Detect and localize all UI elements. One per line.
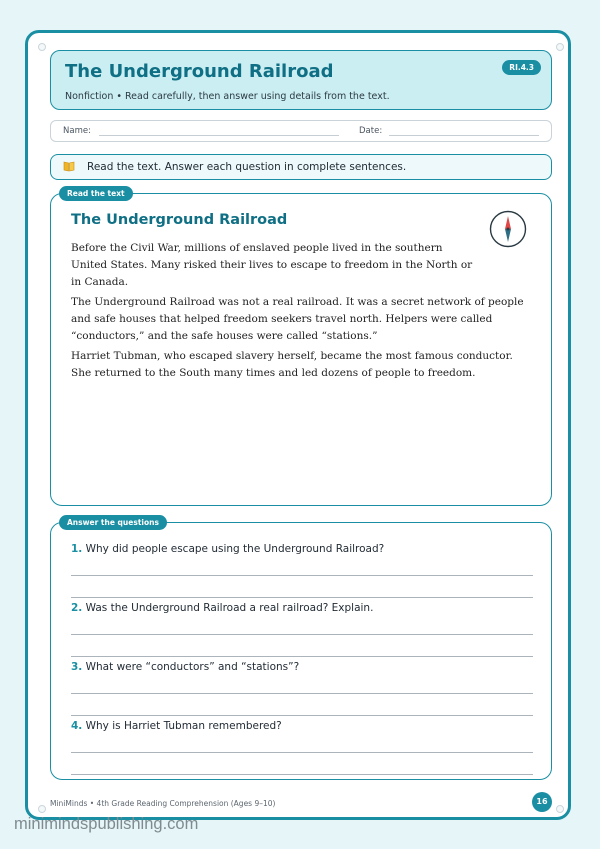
date-field[interactable] [389, 135, 539, 136]
section-tag: Answer the questions [59, 515, 167, 530]
passage-title: The Underground Railroad [71, 212, 288, 228]
answer-line[interactable] [71, 634, 533, 635]
worksheet-page [25, 30, 571, 820]
name-label: Name: [63, 126, 91, 136]
footer-text: MiniMinds • 4th Grade Reading Comprehension (Ages 9–10) [50, 799, 276, 808]
page-subtitle: Nonfiction • Read carefully, then answer using details from the text. [65, 91, 390, 102]
question-number: 1. [71, 543, 83, 555]
section-tag: Read the text [59, 186, 133, 201]
passage-paragraph: Harriet Tubman, who escaped slavery herself, became the most famous conductor. She returned to the South many times and led dozens of people to freedom. [71, 350, 513, 379]
question-number: 3. [71, 661, 83, 673]
question [71, 661, 299, 673]
question-number: 4. [71, 720, 83, 732]
corner-dot [38, 805, 46, 813]
instructions-text: Read the text. Answer each question in complete sentences. [87, 161, 407, 173]
corner-dot [38, 43, 46, 51]
compass-icon [489, 210, 527, 248]
question-text: Was the Underground Railroad a real railroad? Explain. [85, 602, 374, 614]
reading-passage-box [50, 189, 552, 506]
corner-dot [556, 805, 564, 813]
question-text: Why is Harriet Tubman remembered? [85, 720, 282, 732]
question-text: Why did people escape using the Underground Railroad? [85, 543, 385, 555]
page-number: 16 [532, 792, 552, 812]
corner-dot [556, 43, 564, 51]
name-field[interactable] [99, 135, 339, 136]
answer-line[interactable] [71, 774, 533, 775]
student-info-bar [50, 120, 552, 142]
question-number: 2. [71, 602, 83, 614]
answer-line[interactable] [71, 693, 533, 694]
instructions-box [50, 154, 552, 180]
publisher-watermark: minimindspublishing.com [14, 815, 199, 833]
questions-box [50, 518, 552, 780]
passage-paragraph: Before the Civil War, millions of enslaved people lived in the southern United States. Many risked their lives to escape to freedom in the North or in Canada. [71, 242, 473, 288]
book-icon [63, 160, 75, 172]
answer-line[interactable] [71, 656, 533, 657]
standard-badge: RI.4.3 [502, 60, 541, 75]
answer-line[interactable] [71, 597, 533, 598]
answer-line[interactable] [71, 715, 533, 716]
question-text: What were “conductors” and “stations”? [85, 661, 300, 673]
date-label: Date: [359, 126, 383, 136]
question [71, 602, 373, 614]
question [71, 543, 384, 555]
answer-line[interactable] [71, 752, 533, 753]
passage-paragraph: The Underground Railroad was not a real railroad. It was a secret network of people and safe houses that helped freedom seekers travel north. Helpers were called “conductors,” and the safe houses were called “stations.” [71, 296, 524, 342]
question [71, 720, 282, 732]
worksheet-header [50, 50, 552, 110]
page-title: The Underground Railroad [65, 61, 334, 82]
answer-line[interactable] [71, 575, 533, 576]
